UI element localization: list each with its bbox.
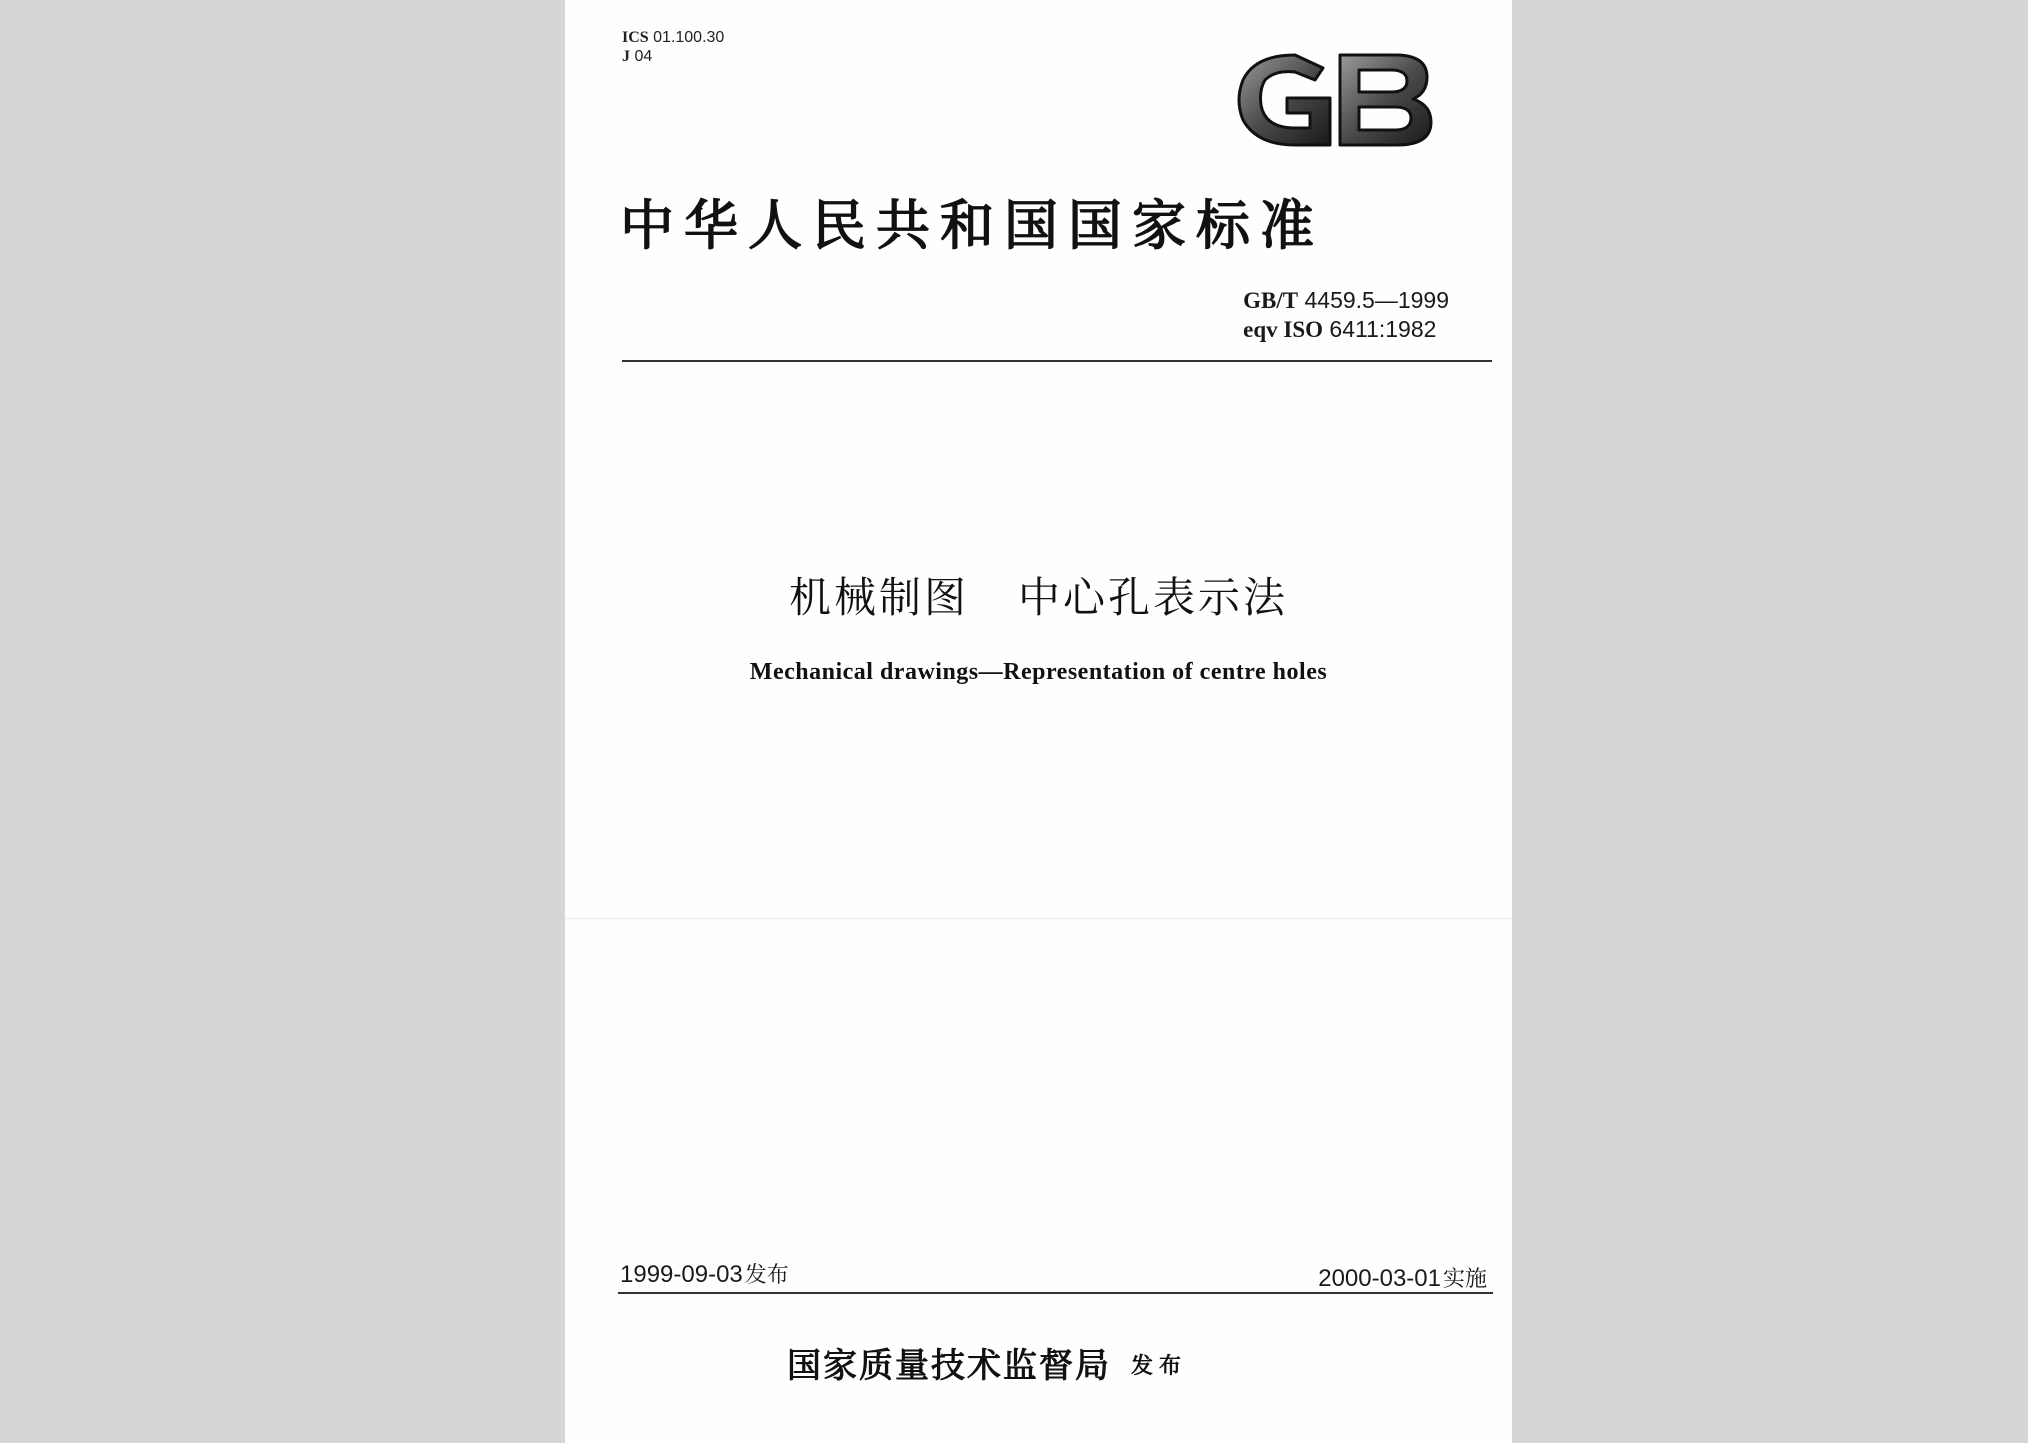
effective-date-value: 2000-03-01	[1318, 1265, 1441, 1292]
issue-date-suffix: 发布	[744, 1263, 789, 1288]
gb-standard-logo	[1235, 50, 1435, 150]
document-title-chinese: 机械制图 中心孔表示法	[788, 573, 1289, 622]
publisher-name: 国家质量技术监督局	[787, 1346, 1111, 1386]
classification-codes	[622, 28, 724, 66]
issue-date-value: 1999-09-03	[620, 1261, 743, 1288]
effective-date-suffix: 实施	[1442, 1267, 1487, 1292]
ics-line	[622, 28, 724, 47]
document-title-english: Mechanical drawings—Representation of centre holes	[749, 659, 1328, 685]
standard-prefix: GB/T	[1243, 288, 1299, 313]
equivalent-standard	[1243, 315, 1449, 344]
standard-number-value: 4459.5—1999	[1304, 287, 1449, 313]
effective-date	[1318, 1262, 1487, 1293]
standard-number-block	[1243, 286, 1449, 344]
footer-divider	[618, 1292, 1493, 1294]
scan-artifact-line	[565, 918, 1512, 919]
ccs-label: J	[622, 48, 630, 65]
publisher-suffix: 发布	[1131, 1353, 1188, 1379]
ics-value: 01.100.30	[653, 29, 725, 46]
standard-number	[1243, 286, 1449, 315]
national-standard-heading: 中华人民共和国国家标准	[620, 193, 1324, 257]
publisher	[787, 1338, 1187, 1387]
equivalent-number: 6411:1982	[1329, 316, 1437, 342]
ccs-value: 04	[634, 48, 653, 65]
header-divider	[622, 360, 1492, 362]
ics-label: ICS	[622, 29, 649, 46]
document-page	[565, 0, 1512, 1443]
equivalent-prefix: eqv ISO	[1243, 317, 1324, 342]
ccs-line	[622, 47, 724, 66]
issue-date	[620, 1258, 789, 1289]
